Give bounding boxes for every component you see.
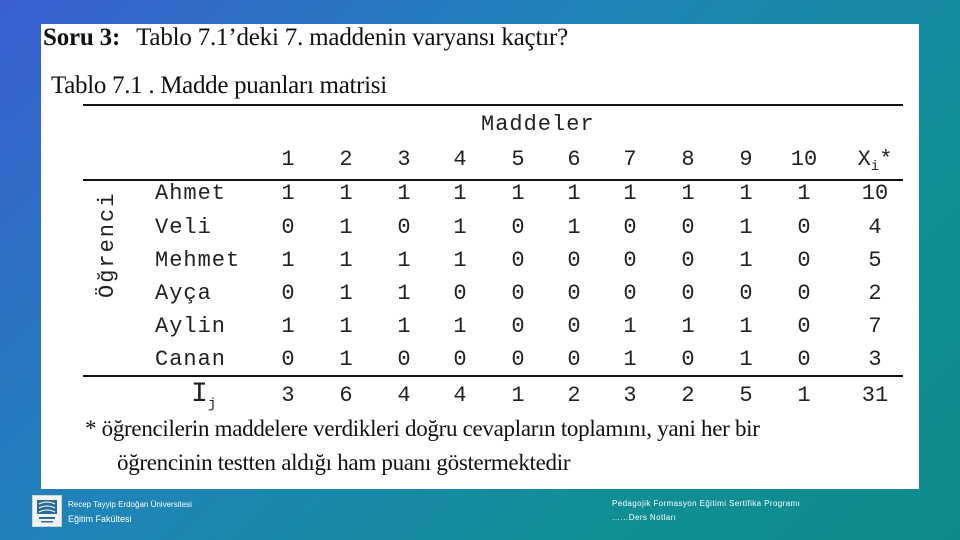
table-caption: Tablo 7.1 . Madde puanları matrisi	[51, 72, 387, 99]
item-total-cell: 4	[453, 383, 467, 408]
footnote-line-1: * öğrencilerin maddelere verdikleri doğru cevapların toplamını, yani her bir	[85, 416, 760, 441]
item-total-cell: 2	[681, 383, 695, 408]
score-cell: 0	[681, 347, 695, 372]
score-cell: 1	[453, 314, 467, 339]
footer-program-info	[612, 497, 800, 525]
score-cell: 0	[797, 248, 811, 273]
student-name: Ayça	[155, 281, 212, 306]
score-cell: 0	[453, 347, 467, 372]
score-cell: 0	[511, 314, 525, 339]
student-total-cell: 7	[868, 314, 882, 339]
score-cell: 0	[567, 248, 581, 273]
xi-letter: X	[857, 147, 871, 172]
footer-program: Pedagojik Formasyon Eğitimi Sertifika Programı	[612, 499, 801, 508]
score-cell: 0	[681, 215, 695, 240]
column-header: 5	[511, 147, 525, 172]
student-name: Mehmet	[155, 248, 241, 273]
score-cell: 1	[453, 215, 467, 240]
score-cell: 1	[453, 181, 467, 206]
score-cell: 0	[681, 281, 695, 306]
item-total-cell: 1	[511, 383, 525, 408]
score-cell: 1	[681, 314, 695, 339]
score-cell: 1	[797, 181, 811, 206]
total-row-label	[191, 379, 216, 413]
score-cell: 1	[681, 181, 695, 206]
column-header: 9	[739, 147, 753, 172]
score-cell: 1	[339, 314, 353, 339]
footer-faculty: Eğitim Fakültesi	[68, 514, 132, 524]
xi-suffix: *	[879, 147, 893, 172]
score-cell: 0	[511, 215, 525, 240]
score-cell: 1	[623, 314, 637, 339]
student-name: Aylin	[155, 314, 227, 339]
item-total-cell: 1	[797, 383, 811, 408]
score-cell: 0	[511, 248, 525, 273]
footer-notes: ……Ders Notları	[612, 513, 677, 522]
score-cell: 0	[397, 347, 411, 372]
row-group-label-ogrenci: Öğrenci	[95, 191, 120, 298]
question-prefix: Soru 3:	[43, 24, 121, 51]
slide-content-image	[41, 24, 919, 489]
score-cell: 1	[397, 181, 411, 206]
xi-subscript: i	[870, 159, 880, 175]
university-logo-icon	[32, 495, 62, 527]
column-header: 10	[790, 147, 818, 172]
item-total-cell: 4	[397, 383, 411, 408]
score-cell: 1	[281, 248, 295, 273]
score-cell: 0	[511, 347, 525, 372]
score-cell: 1	[339, 248, 353, 273]
score-cell: 1	[397, 314, 411, 339]
score-cell: 1	[397, 248, 411, 273]
score-cell: 0	[453, 281, 467, 306]
score-cell: 0	[797, 215, 811, 240]
score-cell: 0	[681, 248, 695, 273]
score-cell: 1	[739, 215, 753, 240]
score-cell: 0	[797, 347, 811, 372]
question-text: Tablo 7.1’deki 7. maddenin varyansı kaçtır?	[136, 24, 568, 51]
score-cell: 1	[339, 181, 353, 206]
score-cell: 0	[511, 281, 525, 306]
item-total-cell: 5	[739, 383, 753, 408]
student-total-cell: 4	[868, 215, 882, 240]
score-cell: 1	[339, 281, 353, 306]
score-cell: 1	[739, 347, 753, 372]
column-header: 3	[397, 147, 411, 172]
score-cell: 1	[339, 215, 353, 240]
student-name: Canan	[155, 347, 227, 372]
column-header-xi	[845, 147, 905, 175]
score-cell: 0	[797, 314, 811, 339]
student-name: Veli	[155, 215, 212, 240]
score-cell: 1	[339, 347, 353, 372]
total-row-subscript: j	[207, 396, 217, 413]
score-cell: 0	[797, 281, 811, 306]
score-cell: 1	[281, 181, 295, 206]
column-header: 4	[453, 147, 467, 172]
column-header: 7	[623, 147, 637, 172]
score-cell: 1	[623, 181, 637, 206]
student-total-cell: 10	[861, 181, 889, 206]
item-total-cell: 3	[623, 383, 637, 408]
score-cell: 0	[281, 281, 295, 306]
score-cell: 0	[397, 215, 411, 240]
score-cell: 0	[567, 314, 581, 339]
score-cell: 0	[281, 215, 295, 240]
score-cell: 1	[739, 314, 753, 339]
score-cell: 0	[739, 281, 753, 306]
score-cell: 0	[281, 347, 295, 372]
student-total-cell: 3	[868, 347, 882, 372]
column-header: 2	[339, 147, 353, 172]
score-cell: 1	[567, 215, 581, 240]
column-header: 1	[281, 147, 295, 172]
score-cell: 0	[567, 281, 581, 306]
score-cell: 1	[739, 248, 753, 273]
footer-institution	[68, 498, 192, 526]
score-cell: 1	[567, 181, 581, 206]
student-total-cell: 5	[868, 248, 882, 273]
score-cell: 1	[397, 281, 411, 306]
item-total-cell: 6	[339, 383, 353, 408]
grand-total-cell: 31	[861, 383, 889, 408]
student-name: Ahmet	[155, 181, 227, 206]
group-header-maddeler: Maddeler	[481, 112, 595, 137]
total-row-letter: I	[191, 379, 208, 410]
item-total-cell: 3	[281, 383, 295, 408]
score-cell: 1	[511, 181, 525, 206]
column-header: 6	[567, 147, 581, 172]
footer-university: Recep Tayyip Erdoğan Üniversitesi	[68, 500, 192, 509]
student-total-cell: 2	[868, 281, 882, 306]
score-cell: 1	[281, 314, 295, 339]
score-cell: 0	[623, 281, 637, 306]
score-cell: 0	[567, 347, 581, 372]
table-top-rule	[83, 104, 903, 106]
score-cell: 1	[453, 248, 467, 273]
score-cell: 1	[623, 347, 637, 372]
footnote-line-2: öğrencinin testten aldığı ham puanı göstermektedir	[117, 450, 571, 475]
score-cell: 0	[623, 248, 637, 273]
item-total-cell: 2	[567, 383, 581, 408]
question-title	[43, 24, 568, 52]
body-bottom-rule	[83, 375, 903, 377]
score-cell: 1	[739, 181, 753, 206]
score-cell: 0	[623, 215, 637, 240]
column-header: 8	[681, 147, 695, 172]
